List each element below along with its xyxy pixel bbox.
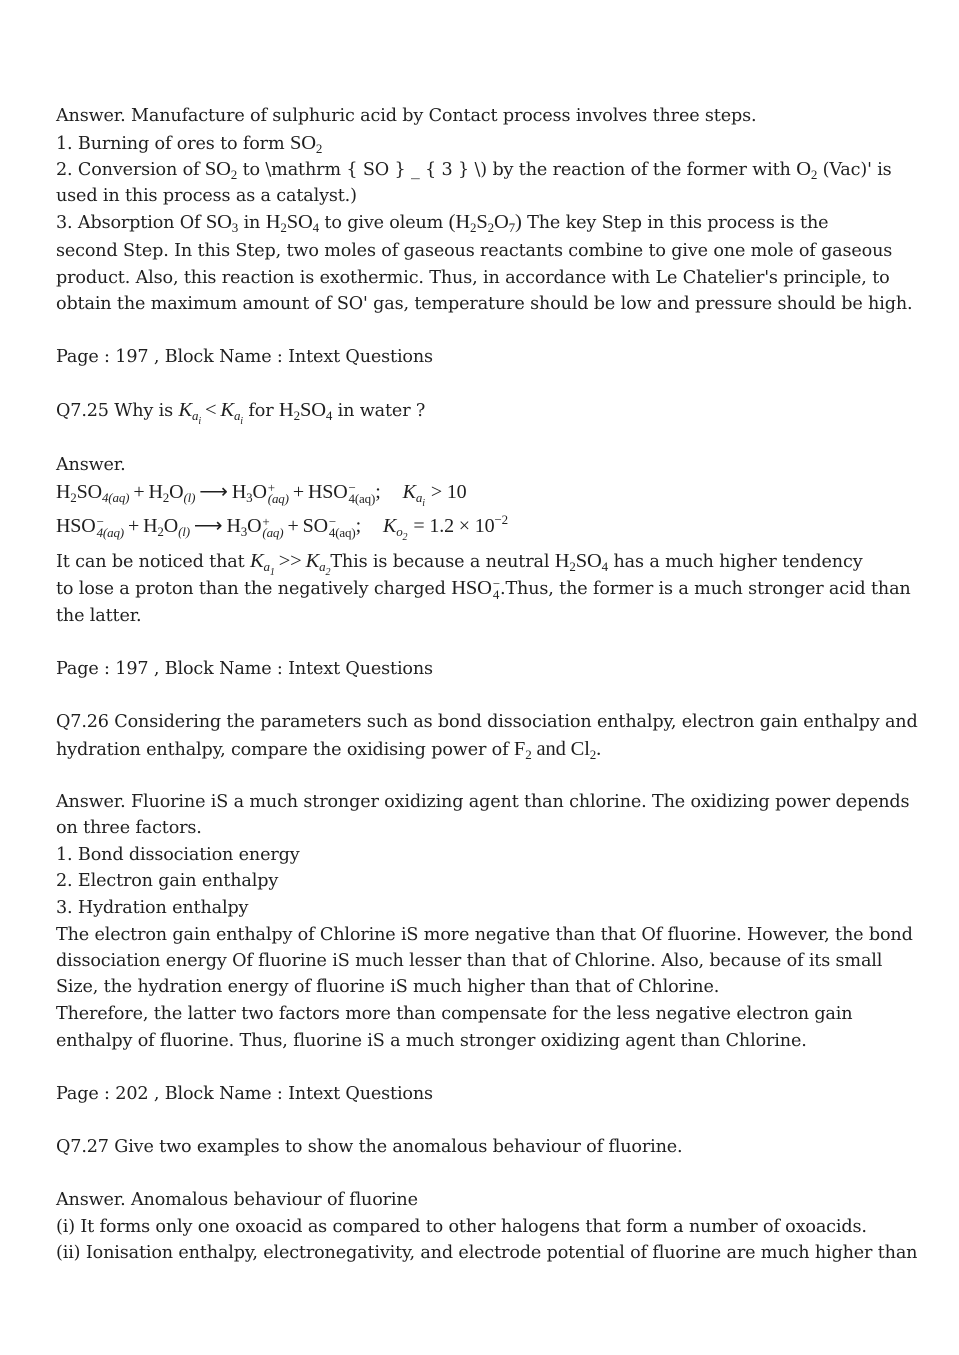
text-line: in water ? [337, 401, 426, 421]
text-line: has a much higher tendency [613, 552, 863, 572]
text-line: It can be noticed that [56, 552, 245, 572]
text-line: Size, the hydration energy of fluorine iS much higher than that of Chlorine. [56, 977, 720, 997]
formula: $K_{a_1}$ [250, 550, 275, 578]
question-title: Q7.26 Considering the parameters such as bond dissociation enthalpy, electron gain enthalpy and [56, 712, 918, 732]
formula: HSO − 4 [451, 576, 500, 603]
text-line: 3. Absorption Of [56, 213, 201, 233]
text-line: used in this process as a catalyst.) [56, 186, 357, 206]
text-line: product. Also, this reaction is exothermic. Thus, in accordance with Le Chatelier's principle, to [56, 268, 890, 288]
page-reference: Page : 197 , Block Name : Intext Questions [56, 659, 433, 679]
text-line: dissociation energy Of fluorine iS much lesser than that of Chlorine. Also, because of its small [56, 951, 883, 971]
equation-1: $H_2SO_{4(aq)} + H_2O_{(l)}$ ⟶ $H_3O$ + (aq) + HSO − 4(aq) ; $K_{a_i}> 10$ [56, 480, 467, 509]
step-item [56, 130, 322, 157]
text-line: to lose a proton than the negatively charged [56, 579, 446, 599]
text-line: for [248, 401, 274, 421]
formula: $SO_3$ [205, 211, 239, 235]
text-line: Answer. Fluorine iS a much stronger oxidizing agent than chlorine. The oxidizing power depends [56, 792, 910, 812]
text-line: in [243, 213, 261, 233]
formula: $O_2$ [796, 158, 818, 182]
text-line: Answer. Anomalous behaviour of fluorine [56, 1190, 418, 1210]
paragraph-line [56, 575, 911, 602]
page-reference: Page : 202 , Block Name : Intext Questions [56, 1084, 433, 1104]
formula: $SO_2$ [289, 132, 323, 156]
formula: $K_{a_i}$ [220, 399, 243, 427]
text-line: The key Step in this process is the [527, 213, 829, 233]
step-item [56, 156, 892, 183]
formula: $K_{a_2}$ [305, 550, 331, 578]
text-line: obtain the maximum amount of SO' gas, temperature should be low and pressure should be high. [56, 294, 913, 314]
text-line: the latter. [56, 606, 142, 626]
question-title [56, 736, 601, 763]
formula: $K_{a_i}$ [178, 399, 201, 427]
text-line: on three factors. [56, 818, 202, 838]
page-reference: Page : 197 , Block Name : Intext Questions [56, 347, 433, 367]
text-line: hydration enthalpy, compare the oxidising power of [56, 740, 509, 760]
question-title: Q7.25 Why is $K_{a_i}< K_{a_i}$ for $H_2SO_4$ in water ? [56, 399, 426, 427]
list-item: (i) It forms only one oxoacid as compared to other halogens that form a number of oxoacids. [56, 1217, 867, 1237]
question-title: Q7.27 Give two examples to show the anomalous behaviour of fluorine. [56, 1137, 683, 1157]
text-line: .Thus, the former is a much stronger acid than [500, 579, 911, 599]
text-line: (Vac)' is [822, 160, 892, 180]
text-line: to give oleum [324, 213, 444, 233]
list-item: 3. Hydration enthalpy [56, 898, 249, 918]
text-line: Answer. Manufacture of sulphuric acid by Contact process involves three steps. [56, 106, 757, 126]
equation-2: HSO − 4(aq) + $H_2O_{(l)}$ ⟶ $H_3O$ + (aq) + SO − 4(aq) ; $K_{o_2}= 1.2 \times 10^{-2}$ [56, 512, 509, 543]
formula: $H_2SO_4$ [265, 211, 319, 235]
formula: $F_2$ and $Cl_2$. [513, 738, 602, 762]
list-item: 2. Electron gain enthalpy [56, 871, 279, 891]
list-item: (ii) Ionisation enthalpy, electronegativity, and electrode potential of fluorine are much higher than [56, 1243, 918, 1263]
text-line: enthalpy of fluorine. Thus, fluorine iS a much stronger oxidizing agent than Chlorine. [56, 1031, 807, 1051]
text-line: Therefore, the latter two factors more than compensate for the less negative electron gain [56, 1004, 853, 1024]
answer-text [56, 103, 756, 129]
text-line: second Step. In this Step, two moles of gaseous reactants combine to give one mole of gaseous [56, 241, 893, 261]
list-item: 1. Bond dissociation energy [56, 845, 300, 865]
text-line: This is because a neutral [330, 552, 550, 572]
text-line: Q7.25 Why is [56, 401, 173, 421]
step-item [56, 209, 828, 236]
formula: $H_2SO_4$ [554, 550, 609, 574]
text-line: 1. Burning of ores to form [56, 134, 285, 154]
formula: $SO_2$ [204, 158, 238, 182]
text-line: The electron gain enthalpy of Chlorine iS more negative than that Of fluorine. However, the bond [56, 925, 913, 945]
paragraph-line: It can be noticed that $K_{a_1}>>$ $K_{a_2}This$ is because a neutral $H_2SO_4$ has a much higher tendency [56, 550, 863, 578]
text-line: to \mathrm { SO } _ { 3 } \) by the reaction of the former with [242, 160, 791, 180]
text-line: Answer. [56, 455, 126, 475]
text-line: 2. Conversion of [56, 160, 200, 180]
formula: $(H_2S_2O_7)$ [448, 211, 522, 235]
formula: $H_2SO_4$ [278, 399, 333, 423]
